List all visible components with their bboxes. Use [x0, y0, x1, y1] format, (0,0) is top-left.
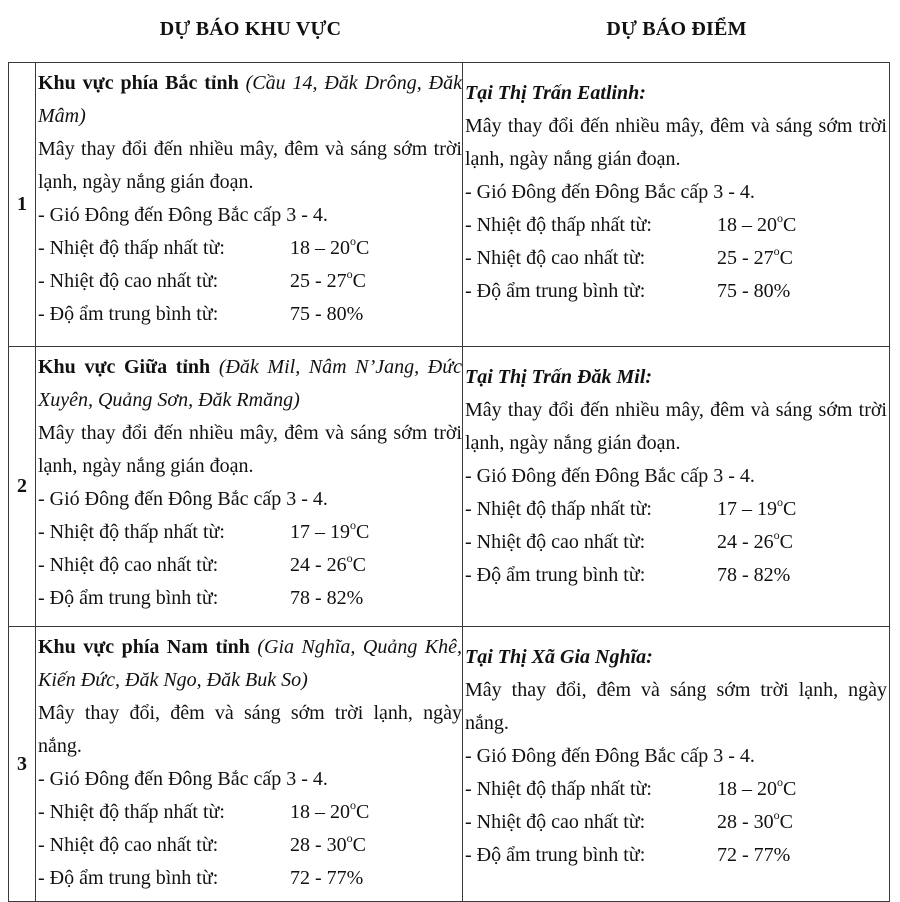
humidity-value: 75 - 80% [290, 303, 364, 325]
max-temperature-label: - Nhiệt độ cao nhất từ: [465, 811, 646, 833]
region-areas: (Cầu 14, Đăk Drông, Đăk Mâm) [38, 72, 462, 127]
wind-forecast: - Gió Đông đến Đông Bắc cấp 3 - 4. [38, 488, 328, 510]
max-temperature [38, 265, 462, 298]
humidity-label: - Độ ẩm trung bình từ: [465, 844, 646, 866]
humidity-value: 78 - 82% [290, 587, 364, 609]
average-humidity [38, 298, 462, 331]
max-temperature [38, 829, 462, 862]
min-temperature-label: - Nhiệt độ thấp nhất từ: [38, 801, 225, 823]
humidity-label: - Độ ẩm trung bình từ: [38, 867, 219, 889]
region-title [38, 351, 462, 417]
min-temperature-label: - Nhiệt độ thấp nhất từ: [465, 778, 652, 800]
weather-description: Mây thay đổi đến nhiều mây, đêm và sáng sớm trời lạnh, ngày nắng gián đoạn. [38, 422, 462, 477]
wind-forecast: - Gió Đông đến Đông Bắc cấp 3 - 4. [465, 181, 755, 203]
min-temperature [465, 209, 887, 242]
row-number: 3 [9, 627, 36, 902]
max-temperature [465, 806, 887, 839]
weather-description: Mây thay đổi, đêm và sáng sớm trời lạnh, ngày nắng. [465, 679, 887, 734]
region-title [38, 631, 462, 697]
max-temperature-label: - Nhiệt độ cao nhất từ: [465, 247, 646, 269]
weather-description: Mây thay đổi, đêm và sáng sớm trời lạnh, ngày nắng. [38, 702, 462, 757]
point-title: Tại Thị Trấn Eatlinh: [465, 82, 646, 104]
region-name: Khu vực Giữa tỉnh [38, 356, 211, 378]
average-humidity [465, 839, 887, 872]
max-temperature-label: - Nhiệt độ cao nhất từ: [38, 834, 219, 856]
max-temperature-label: - Nhiệt độ cao nhất từ: [38, 270, 219, 292]
min-temperature [465, 773, 887, 806]
average-humidity [465, 559, 887, 592]
point-forecast-cell [463, 63, 890, 347]
max-temperature-value: 24 - 26$^o$C [717, 528, 794, 553]
max-temperature-value: 25 - 27$^o$C [717, 244, 794, 269]
min-temperature [38, 232, 462, 265]
max-temperature-value: 28 - 30$^o$C [290, 831, 367, 856]
min-temperature-label: - Nhiệt độ thấp nhất từ: [38, 237, 225, 259]
row-number: 1 [9, 63, 36, 347]
wind-forecast: - Gió Đông đến Đông Bắc cấp 3 - 4. [465, 465, 755, 487]
average-humidity [38, 582, 462, 615]
point-forecast-cell [463, 627, 890, 902]
wind-forecast: - Gió Đông đến Đông Bắc cấp 3 - 4. [38, 768, 328, 790]
min-temperature-value: 18 – 20$^o$C [717, 775, 797, 800]
region-forecast-cell [36, 347, 463, 627]
region-forecast-cell [36, 63, 463, 347]
min-temperature-label: - Nhiệt độ thấp nhất từ: [38, 521, 225, 543]
column-headers [0, 0, 900, 62]
humidity-label: - Độ ẩm trung bình từ: [465, 564, 646, 586]
wind-forecast: - Gió Đông đến Đông Bắc cấp 3 - 4. [38, 204, 328, 226]
humidity-label: - Độ ẩm trung bình từ: [465, 280, 646, 302]
min-temperature-value: 17 – 19$^o$C [290, 518, 370, 543]
table-row [9, 627, 890, 902]
max-temperature-value: 28 - 30$^o$C [717, 808, 794, 833]
average-humidity [465, 275, 887, 308]
weather-description: Mây thay đổi đến nhiều mây, đêm và sáng sớm trời lạnh, ngày nắng gián đoạn. [38, 138, 462, 193]
max-temperature-label: - Nhiệt độ cao nhất từ: [38, 554, 219, 576]
max-temperature-value: 24 - 26$^o$C [290, 551, 367, 576]
region-name: Khu vực phía Nam tỉnh [38, 636, 250, 658]
min-temperature-value: 18 – 20$^o$C [717, 211, 797, 236]
region-title [38, 67, 462, 133]
max-temperature [38, 549, 462, 582]
row-number: 2 [9, 347, 36, 627]
humidity-label: - Độ ẩm trung bình từ: [38, 303, 219, 325]
region-areas: (Gia Nghĩa, Quảng Khê, Kiến Đức, Đăk Ngo, Đăk Buk So) [38, 636, 463, 691]
max-temperature-label: - Nhiệt độ cao nhất từ: [465, 531, 646, 553]
point-title: Tại Thị Xã Gia Nghĩa: [465, 646, 653, 668]
forecast-table [8, 62, 890, 902]
weather-description: Mây thay đổi đến nhiều mây, đêm và sáng sớm trời lạnh, ngày nắng gián đoạn. [465, 399, 887, 454]
average-humidity [38, 862, 462, 895]
region-areas: (Đăk Mil, Nâm N’Jang, Đức Xuyên, Quảng Sơn, Đăk Rmăng) [38, 356, 462, 411]
wind-forecast: - Gió Đông đến Đông Bắc cấp 3 - 4. [465, 745, 755, 767]
min-temperature-value: 18 – 20$^o$C [290, 234, 370, 259]
header-point-forecast: DỰ BÁO ĐIỂM [606, 18, 747, 40]
min-temperature-label: - Nhiệt độ thấp nhất từ: [465, 214, 652, 236]
min-temperature-value: 18 – 20$^o$C [290, 798, 370, 823]
weather-description: Mây thay đổi đến nhiều mây, đêm và sáng sớm trời lạnh, ngày nắng gián đoạn. [465, 115, 887, 170]
table-row [9, 347, 890, 627]
humidity-label: - Độ ẩm trung bình từ: [38, 587, 219, 609]
humidity-value: 72 - 77% [290, 867, 364, 889]
min-temperature-value: 17 – 19$^o$C [717, 495, 797, 520]
point-forecast-cell [463, 347, 890, 627]
header-region-forecast: DỰ BÁO KHU VỰC [159, 18, 342, 40]
min-temperature [465, 493, 887, 526]
max-temperature [465, 526, 887, 559]
min-temperature [38, 516, 462, 549]
min-temperature [38, 796, 462, 829]
point-title: Tại Thị Trấn Đăk Mil: [465, 366, 653, 388]
region-name: Khu vực phía Bắc tỉnh [38, 72, 239, 94]
humidity-value: 72 - 77% [717, 844, 791, 866]
humidity-value: 78 - 82% [717, 564, 791, 586]
max-temperature [465, 242, 887, 275]
min-temperature-label: - Nhiệt độ thấp nhất từ: [465, 498, 652, 520]
max-temperature-value: 25 - 27$^o$C [290, 267, 367, 292]
table-row [9, 63, 890, 347]
region-forecast-cell [36, 627, 463, 902]
humidity-value: 75 - 80% [717, 280, 791, 302]
